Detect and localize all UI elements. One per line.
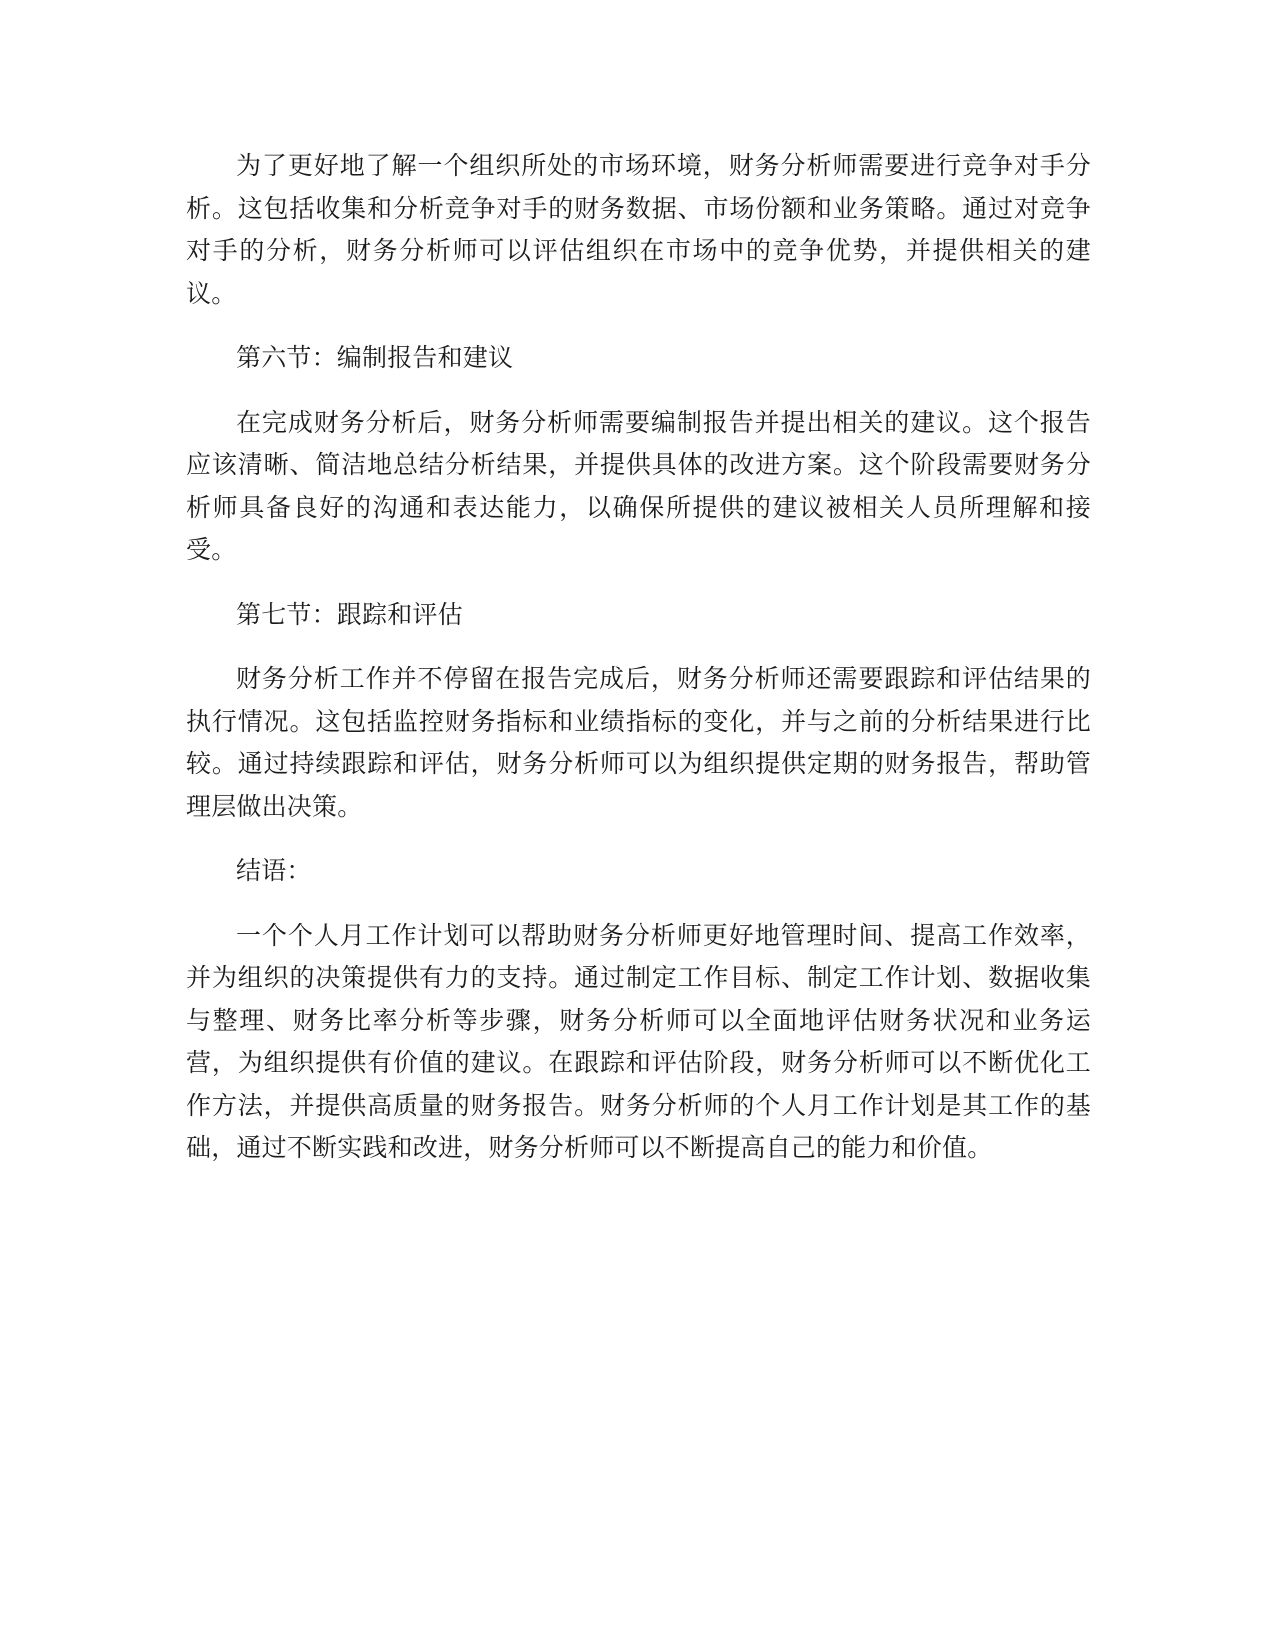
document-body <box>186 145 1091 1192</box>
section-heading-six: 第六节：编制报告和建议 <box>236 343 514 372</box>
paragraph-tracking-evaluation: 财务分析工作并不停留在报告完成后，财务分析师还需要跟踪和评估结果的执行情况。这包括监控财务指标和业绩指标的变化，并与之前的分析结果进行比较。通过持续跟踪和评估，财务分析师可以为组织提供定期的财务报告，帮助管理层做出决策。 <box>186 664 1091 821</box>
paragraph-report-and-advice: 在完成财务分析后，财务分析师需要编制报告并提出相关的建议。这个报告应该清晰、简洁地总结分析结果，并提供具体的改进方案。这个阶段需要财务分析师具备良好的沟通和表达能力，以确保所提供的建议被相关人员所理解和接受。 <box>186 407 1091 564</box>
conclusion-heading: 结语： <box>236 856 312 885</box>
paragraph-competitor-analysis: 为了更好地了解一个组织所处的市场环境，财务分析师需要进行竞争对手分析。这包括收集和分析竞争对手的财务数据、市场份额和业务策略。通过对竞争对手的分析，财务分析师可以评估组织在市场中的竞争优势，并提供相关的建议。 <box>186 151 1091 308</box>
paragraph-conclusion: 一个个人月工作计划可以帮助财务分析师更好地管理时间、提高工作效率，并为组织的决策提供有力的支持。通过制定工作目标、制定工作计划、数据收集与整理、财务比率分析等步骤，财务分析师可以全面地评估财务状况和业务运营，为组织提供有价值的建议。在跟踪和评估阶段，财务分析师可以不断优化工作方法，并提供高质量的财务报告。财务分析师的个人月工作计划是其工作的基础，通过不断实践和改进，财务分析师可以不断提高自己的能力和价值。 <box>186 920 1091 1162</box>
section-heading-seven: 第七节：跟踪和评估 <box>236 599 463 629</box>
